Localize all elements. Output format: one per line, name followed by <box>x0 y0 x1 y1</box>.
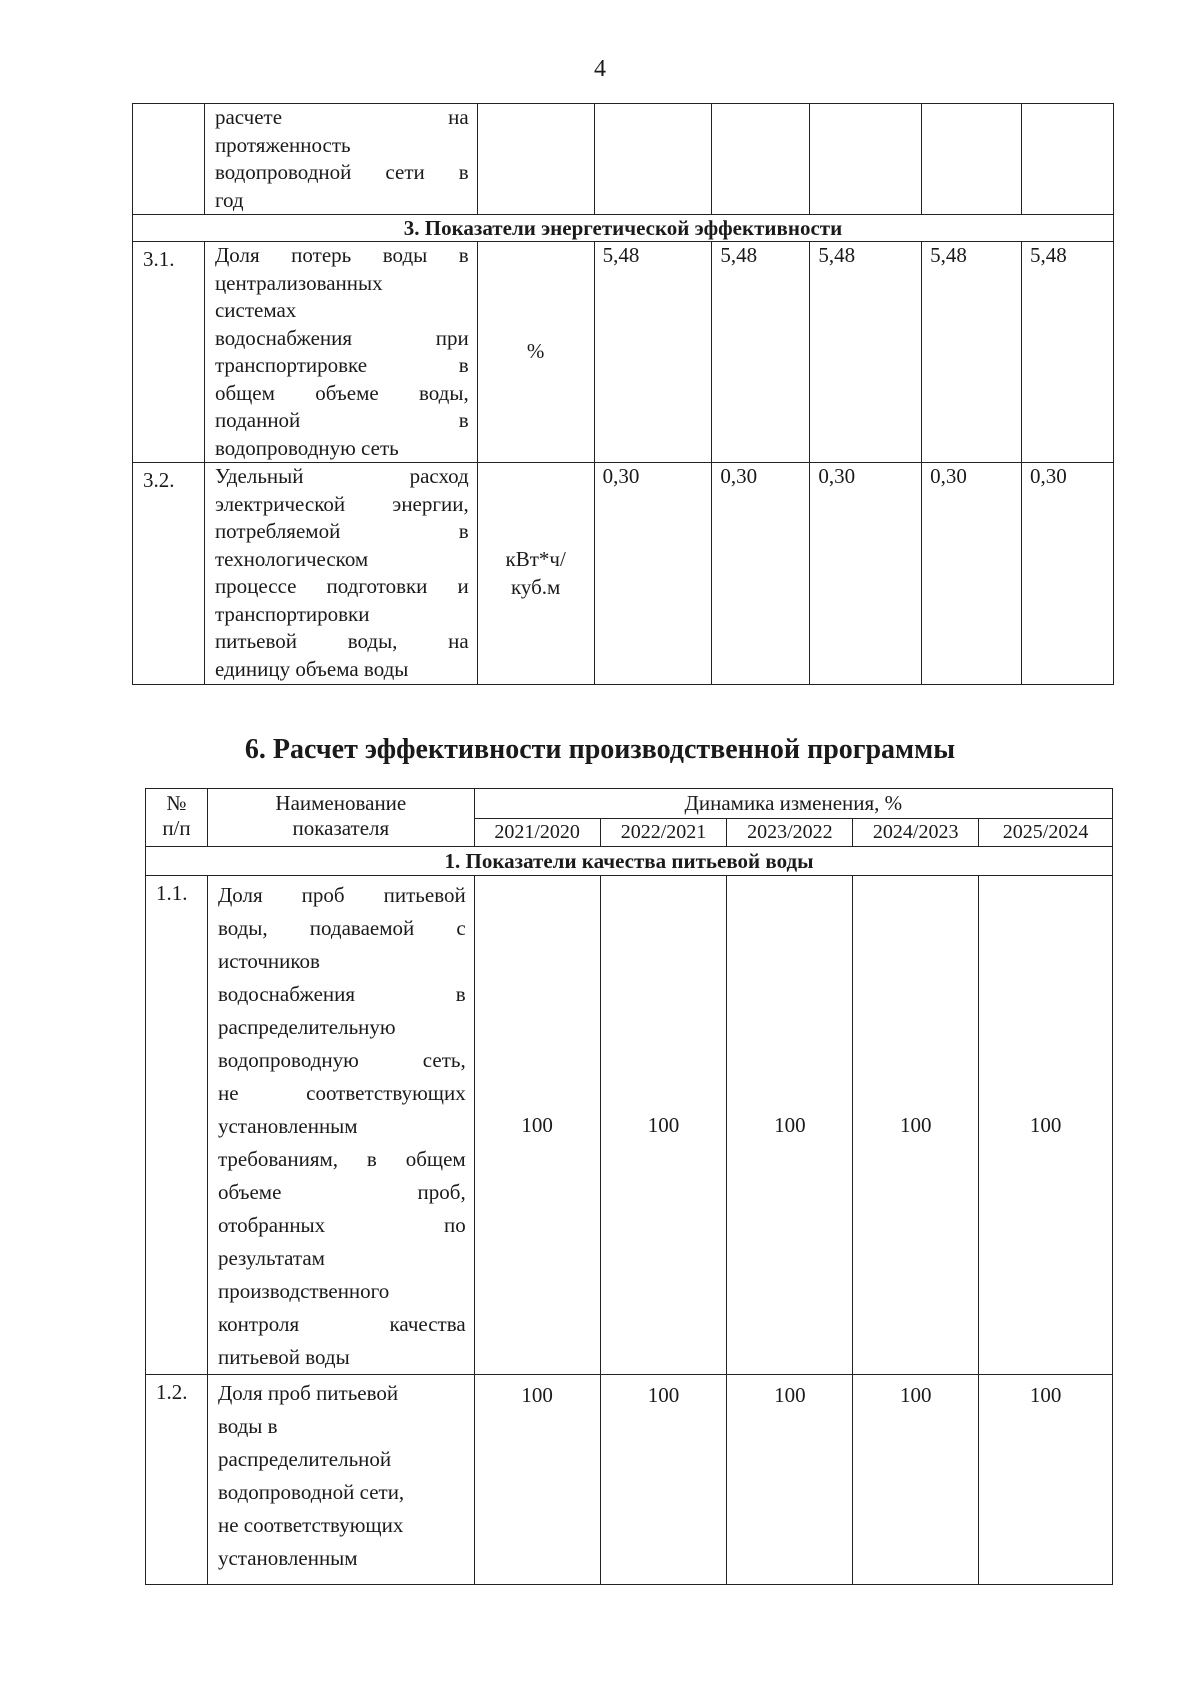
name-line: водоснабжения в <box>217 982 466 1006</box>
name-line: водопроводную сеть, <box>217 1048 466 1072</box>
unit-cell <box>477 463 594 685</box>
indicator-name-cell <box>204 463 477 685</box>
name-line: установленным <box>217 1114 358 1138</box>
unit-cell: % <box>477 242 594 463</box>
value-cell: 5,48 <box>922 242 1022 463</box>
row-number: 3.2. <box>133 463 205 685</box>
value-cell: 0,30 <box>712 463 810 685</box>
row-number: 1.2. <box>146 1375 208 1585</box>
name-line: контроля качества <box>217 1312 466 1336</box>
table-row <box>133 242 1114 463</box>
value-cell: 5,48 <box>810 242 922 463</box>
value-cell: 100 <box>727 1375 853 1585</box>
table-row <box>146 1375 1113 1585</box>
name-line: год <box>214 187 244 212</box>
name-line: протяженность <box>214 132 351 157</box>
value-cell: 100 <box>853 876 979 1375</box>
value-cell: 5,48 <box>712 242 810 463</box>
value-cell: 0,30 <box>594 463 712 685</box>
name-line: установленным <box>217 1546 358 1570</box>
value-cell <box>922 104 1022 215</box>
name-line: водопроводную сеть <box>214 435 399 460</box>
name-line: общем объеме воды, <box>214 380 469 405</box>
value-cell <box>810 104 922 215</box>
name-line: водопроводной сети в <box>214 160 469 184</box>
name-line: Доля проб питьевой <box>217 883 466 907</box>
name-line: производственного <box>217 1279 390 1303</box>
indicator-name-cell <box>204 104 477 215</box>
row-number: 1.1. <box>146 876 208 1375</box>
value-cell: 100 <box>474 876 600 1375</box>
name-line: распределительной <box>217 1447 392 1471</box>
header-line: Наименование <box>275 791 407 815</box>
name-line: водоснабжения при <box>214 325 469 350</box>
section-3-title: 3. Показатели энергетической эффективности <box>133 215 1114 242</box>
header-line: № <box>166 791 187 815</box>
name-line: воды, подаваемой с <box>217 916 466 940</box>
name-line: поданной в <box>214 408 469 432</box>
year-header: 2023/2022 <box>727 819 853 847</box>
name-line: объеме проб, <box>217 1180 466 1204</box>
name-line: потребляемой в <box>214 519 469 543</box>
name-line: Доля проб питьевой <box>217 1381 399 1405</box>
header-line: п/п <box>162 816 191 840</box>
unit-line: куб.м <box>510 574 561 599</box>
value-cell: 0,30 <box>1022 463 1114 685</box>
name-line: отобранных по <box>217 1213 466 1237</box>
num-header <box>146 789 208 847</box>
year-header: 2021/2020 <box>474 819 600 847</box>
year-header: 2025/2024 <box>979 819 1113 847</box>
header-row <box>146 789 1113 819</box>
name-line: питьевой воды, на <box>214 629 469 653</box>
name-line: транспортировке в <box>214 353 469 377</box>
table-row <box>133 463 1114 685</box>
name-header <box>207 789 474 847</box>
indicator-name-cell <box>207 1375 474 1585</box>
value-cell: 0,30 <box>810 463 922 685</box>
num-cell <box>133 104 205 215</box>
unit-cell <box>477 104 594 215</box>
name-line: водопроводной сети, <box>217 1480 405 1504</box>
name-line: централизованных <box>214 270 383 295</box>
indicator-name-cell <box>204 242 477 463</box>
value-cell: 5,48 <box>1022 242 1114 463</box>
name-line: не соответствующих <box>217 1081 466 1105</box>
header-line: показателя <box>292 816 390 840</box>
value-cell: 100 <box>853 1375 979 1585</box>
value-cell: 100 <box>979 1375 1113 1585</box>
value-cell <box>1022 104 1114 215</box>
name-line: результатам <box>217 1246 325 1270</box>
value-cell <box>594 104 712 215</box>
energy-efficiency-table <box>132 103 1114 685</box>
name-line: распределительную <box>217 1015 396 1039</box>
name-line: источников <box>217 949 320 973</box>
name-line: не соответствующих <box>217 1513 404 1537</box>
dynamics-header: Динамика изменения, % <box>474 789 1112 819</box>
section-1-title: 1. Показатели качества питьевой воды <box>146 847 1113 876</box>
year-header: 2022/2021 <box>600 819 727 847</box>
year-header: 2024/2023 <box>853 819 979 847</box>
name-line: электрической энергии, <box>214 491 469 516</box>
value-cell <box>712 104 810 215</box>
value-cell: 100 <box>600 876 727 1375</box>
row-number: 3.1. <box>133 242 205 463</box>
unit-line: кВт*ч/ <box>505 547 566 571</box>
page-number: 4 <box>594 56 606 82</box>
section-6-title: 6. Расчет эффективности производственной программы <box>244 734 956 765</box>
value-cell: 100 <box>474 1375 600 1585</box>
table-row <box>133 104 1114 215</box>
section-header-row <box>146 847 1113 876</box>
value-cell: 0,30 <box>922 463 1022 685</box>
name-line: питьевой воды <box>217 1345 350 1369</box>
section-header-row <box>133 215 1114 242</box>
name-line: единицу объема воды <box>214 656 409 681</box>
name-line: технологическом <box>214 546 369 571</box>
table-row <box>146 876 1113 1375</box>
program-efficiency-table <box>145 788 1113 1585</box>
value-cell: 100 <box>727 876 853 1375</box>
value-cell: 5,48 <box>594 242 712 463</box>
name-line: требованиям, в общем <box>217 1147 466 1171</box>
value-cell: 100 <box>600 1375 727 1585</box>
name-line: процессе подготовки и <box>214 574 469 598</box>
value-cell: 100 <box>979 876 1113 1375</box>
name-line: Доля потерь воды в <box>214 243 469 267</box>
name-line: Удельный расход <box>214 464 469 488</box>
indicator-name-cell <box>207 876 474 1375</box>
name-line: транспортировки <box>214 601 370 626</box>
name-line: системах <box>214 298 297 322</box>
name-line: расчете на <box>214 105 469 129</box>
name-line: воды в <box>217 1414 278 1438</box>
